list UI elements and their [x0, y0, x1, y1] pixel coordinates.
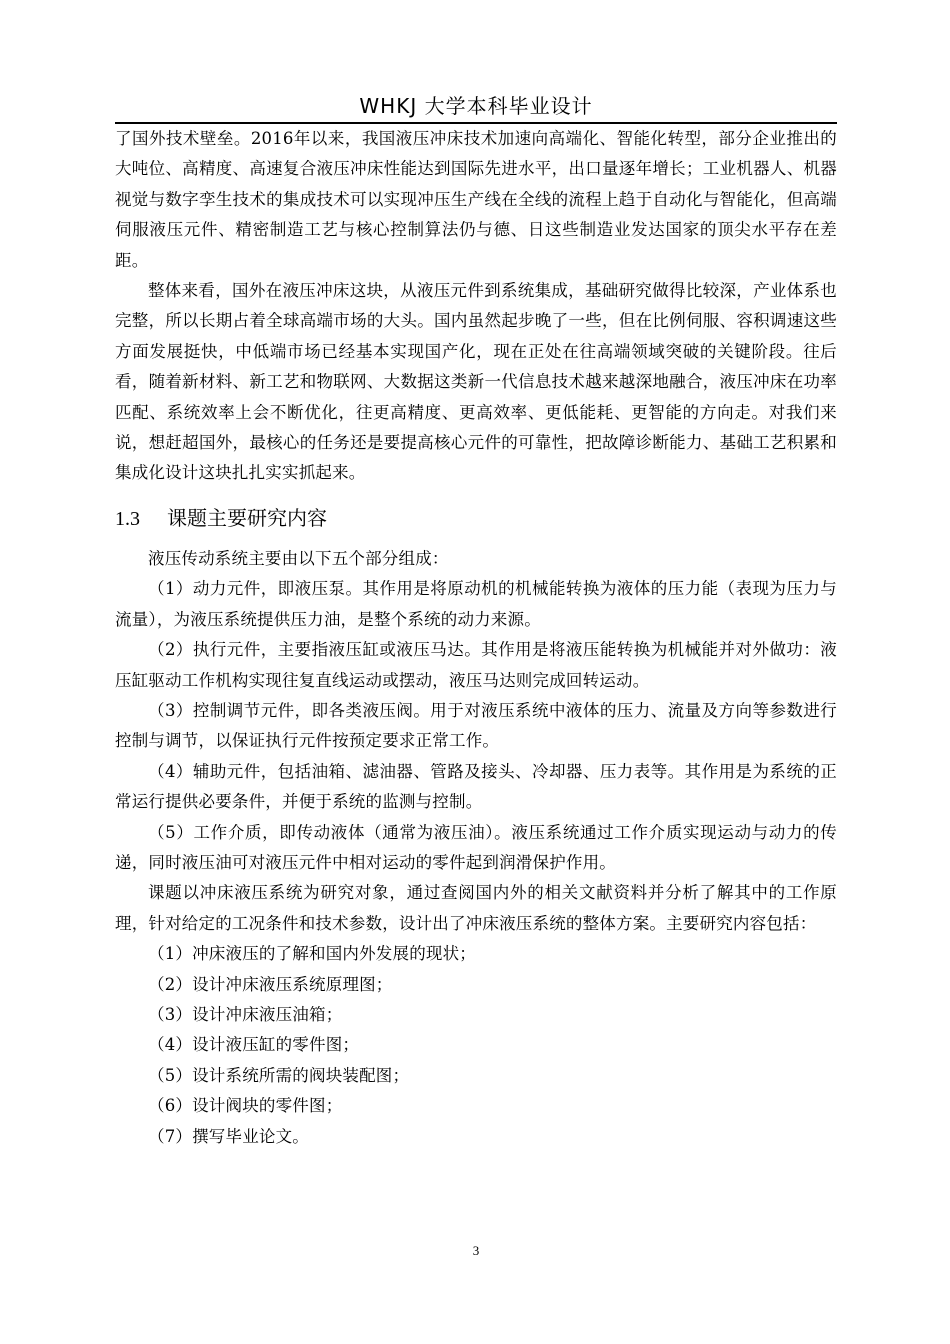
research-item: （7）撰写毕业论文。 [148, 1126, 309, 1146]
components-intro: 液压传动系统主要由以下五个部分组成： [148, 548, 449, 568]
page-number: 3 [472, 1243, 480, 1258]
section-title: 课题主要研究内容 [167, 505, 327, 530]
research-item: （6）设计阀块的零件图； [148, 1096, 343, 1116]
research-item: （3）设计冲床液压油箱； [148, 1004, 343, 1024]
page-body [115, 124, 837, 1152]
research-summary: 课题以冲床液压系统为研究对象，通过查阅国内外的相关文献资料并分析了解其中的工作原理，针对给定的工况条件和技术参数，设计出了冲床液压系统的整体方案。主要研究内容包括： [115, 883, 837, 933]
component-item: （4）辅助元件，包括油箱、滤油器、管路及接头、冷却器、压力表等。其作用是为系统的正常运行提供必要条件，并便于系统的监测与控制。 [115, 761, 837, 812]
research-item: （4）设计液压缸的零件图； [148, 1035, 360, 1055]
component-item: （3）控制调节元件，即各类液压阀。用于对液压系统中液体的压力、流量及方向等参数进行控制与调节，以保证执行元件按预定要求正常工作。 [115, 700, 837, 751]
research-item: （2）设计冲床液压系统原理图； [148, 974, 393, 994]
page-header-title: WHKJ 大学本科毕业设计 [359, 94, 593, 118]
paragraph-overview: 整体来看，国外在液压冲床这块，从液压元件到系统集成，基础研究做得比较深，产业体系也完整，所以长期占着全球高端市场的大头。国内虽然起步晚了一些，但在比例伺服、容积调速这些方面发展挺快，中低端市场已经基本实现国产化，现在正处在往高端领域突破的关键阶段。往后看，随着新材料、新工艺和物联网、大数据这类新一代信息技术越来越深地融合，液压冲床在功率匹配、系统效率上会不断优化，往更高精度、更高效率、更低能耗、更智能的方向走。对我们来说，想赶超国外，最核心的任务还是要提高核心元件的可靠性，把故障诊断能力、基础工艺积累和集成化设计这块扎扎实实抓起来。 [115, 281, 837, 483]
section-heading [115, 503, 837, 534]
component-item: （5）工作介质，即传动液体（通常为液压油）。液压系统通过工作介质实现运动与动力的传递，同时液压油可对液压元件中相对运动的零件起到润滑保护作用。 [115, 822, 837, 872]
research-item: （5）设计系统所需的阀块装配图； [148, 1065, 410, 1085]
component-item: （1）动力元件，即液压泵。其作用是将原动机的机械能转换为液体的压力能（表现为压力与流量），为液压系统提供压力油，是整个系统的动力来源。 [115, 579, 837, 629]
paragraph-continuation: 了国外技术壁垒。2016年以来，我国液压冲床技术加速向高端化、智能化转型，部分企业推出的大吨位、高精度、高速复合液压冲床性能达到国际先进水平，出口量逐年增长；工业机器人、机器视觉与数字孪生技术的集成技术可以实现冲压生产线在全线的流程上趋于自动化与智能化，但高端伺服液压元件、精密制造工艺与核心控制算法仍与德、日这些制造业发达国家的顶尖水平存在差距。 [115, 129, 837, 270]
section-number: 1.3 [115, 507, 140, 530]
research-item: （1）冲床液压的了解和国内外发展的现状； [148, 944, 476, 964]
component-item: （2）执行元件，主要指液压缸或液压马达。其作用是将液压能转换为机械能并对外做功：液压缸驱动工作机构实现往复直线运动或摆动，液压马达则完成回转运动。 [115, 640, 837, 690]
